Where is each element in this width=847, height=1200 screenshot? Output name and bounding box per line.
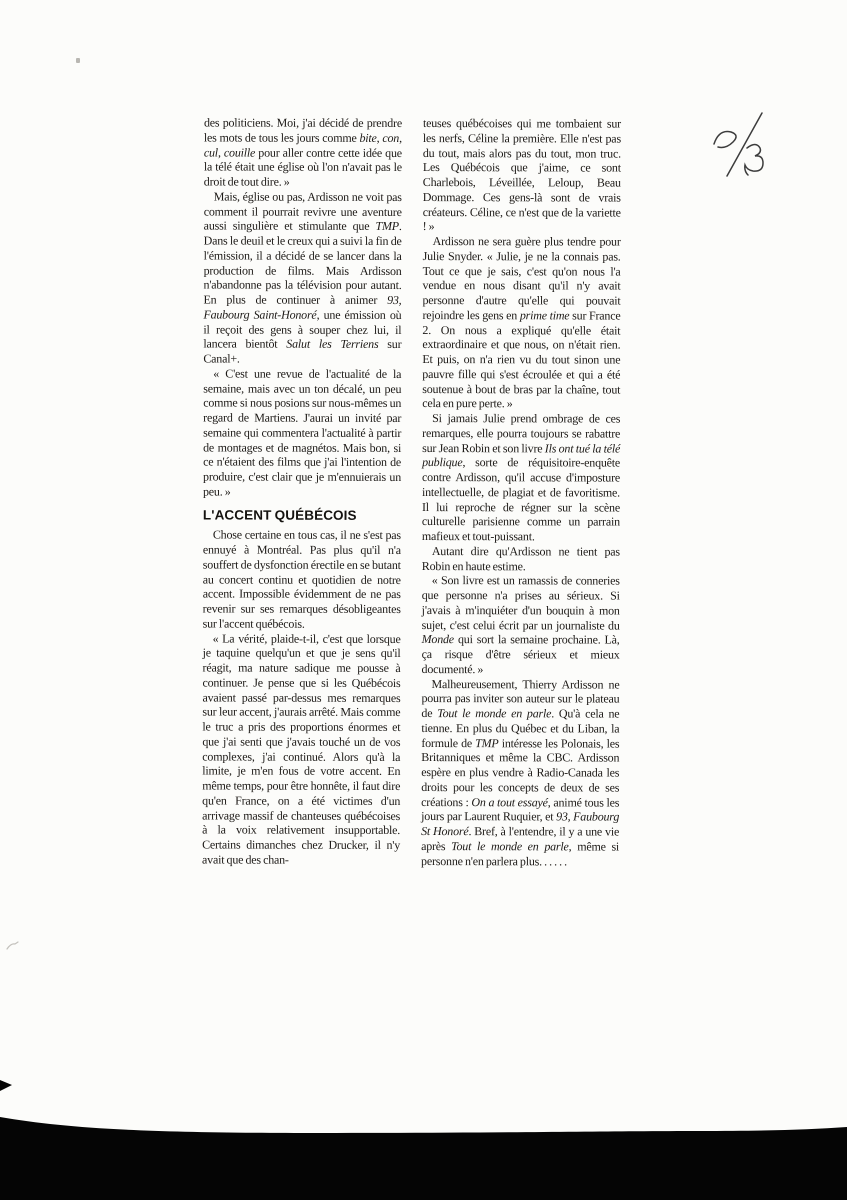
section-heading: L'ACCENT QUÉBÉCOIS (202, 506, 357, 523)
handwritten-page-mark (700, 110, 792, 182)
paragraph: Malheureusement, Thierry Ardisson ne pourra pas inviter son auteur sur le plateau de Tout le monde en parle. Qu'à cela ne tienne. En plus du Québec et du Liban, la formule de TMP intéresse les Polonais, les Britanniques et même la CBC. Ardisson espère en plus vendre à Radio-Canada les droits pour les concepts de deux de ses créations : On a tout essayé, animé tous les jours par Laurent Ruquier, et 93, Faubourg St Honoré. Bref, à l'entendre, il y a une vie après Tout le monde en parle, même si personne n'en parlera plus. . . . . . (421, 676, 620, 868)
paragraph: Mais, église ou pas, Ardisson ne voit pas comment il pourrait revivre une aventure aussi singulière et stimulante que TMP. Dans le deuil et le creux qui a suivi la fin de l'émission, il a décidé de se lancer dans la production de films. Mais Ardisson n'abandonne pas la télévision pour autant. En plus de continuer à animer 93, Faubourg Saint-Honoré, une émission où il reçoit des gens à souper chez lui, il lancera bientôt Salut les Terriens sur Canal+. (203, 189, 402, 366)
scan-pencil-mark (6, 941, 20, 951)
scan-ink-band (0, 1070, 847, 1200)
paragraph: Chose certaine en tous cas, il ne s'est pas ennuyé à Montréal. Pas plus qu'il n'a souffert de dysfonction érectile en se butant au concert continu et quotidien de notre accent. Impossible évidemment de ne pas revenir sur ses remarques désobligeantes sur l'accent québécois. (202, 527, 401, 631)
scan-speck (76, 58, 80, 63)
paragraph: Ardisson ne sera guère plus tendre pour Julie Snyder. « Julie, je ne la connais pas. Tout ce que je sais, c'est qu'on nous l'a vendue en nous disant qu'il n'y avait personne d'autre qu'elle qui pouvait rejoindre les gens en prime time sur France 2. On nous a expliqué qu'elle était extraordinaire et que nous, on n'était rien. Et puis, on n'a rien vu du tout sinon une pauvre fille qui s'est écroulée et qui a été soutenue à bout de bras par la chaîne, tout cela en pure perte. » (422, 234, 621, 411)
paragraph: Si jamais Julie prend ombrage de ces remarques, elle pourra toujours se rabattre sur Jean Robin et son livre Ils ont tué la télé publique, sorte de réquisitoire-enquête contre Ardisson, qu'il accuse d'imposture intellectuelle, de plagiat et de favoritisme. Il lui reproche de régner sur la scène culturelle parisienne comme un parrain mafieux et tout-puissant. (421, 411, 621, 544)
handwritten-page-mark-strokes (700, 110, 792, 182)
paragraph: teuses québécoises qui me tombaient sur les nerfs, Céline la première. Elle n'est pas du tout, mais alors pas du tout, mon truc. Les Québécois que j'aime, ce sont Charlebois, Léveillée, Leloup, Beau Dommage. Ces gens-là sont de vrais créateurs. Céline, ce n'est que de la variette ! » (422, 116, 621, 234)
article-column-left (202, 115, 402, 868)
paragraph: des politiciens. Moi, j'ai décidé de prendre les mots de tous les jours comme bite, con, cul, couille pour aller contre cette idée que la télé était une église où l'on n'avait pas le droit de tout dire. » (203, 115, 402, 189)
paragraph: « La vérité, plaide-t-il, c'est que lorsque je taquine quelqu'un et que je sens qu'il réagit, ma nature sadique me pousse à continuer. Je pense que si les Québécois avaient passé par-dessus mes remarques sur leur accent, j'aurais arrêté. Mais comme le truc a pris des proportions énormes et que j'ai senti que j'avais touché un de vos complexes, j'ai continué. Alors qu'à la limite, je m'en fous de votre accent. En même temps, pour être honnête, il faut dire qu'en France, on a été victimes d'un arrivage massif de chanteuses québécoises à la voix relativement insupportable. Certains dimanches chez Drucker, il n'y avait que des chan- (202, 630, 401, 867)
article-column-right (421, 116, 621, 869)
paragraph: « Son livre est un ramassis de conneries que personne n'a prises au sérieux. Si j'avais à m'inquiéter d'un bouquin à mon sujet, c'est celui écrit par un journaliste du Monde qui sort la semaine prochaine. Là, ça risque d'être sérieux et mieux documenté. » (421, 573, 620, 676)
article-body (202, 115, 621, 868)
paragraph: Autant dire qu'Ardisson ne tient pas Robin en haute estime. (421, 543, 620, 573)
paragraph: « C'est une revue de l'actualité de la semaine, mais avec un ton décalé, un peu comme si nous posions sur nous-mêmes un regard de Martiens. J'aurai un invité par semaine qui commentera l'actualité à partir de montages et de magnétos. Mais bon, si ce n'étaient des films que j'ai l'intention de produire, c'est clair que je m'ennuierais un peu. » (202, 366, 402, 499)
